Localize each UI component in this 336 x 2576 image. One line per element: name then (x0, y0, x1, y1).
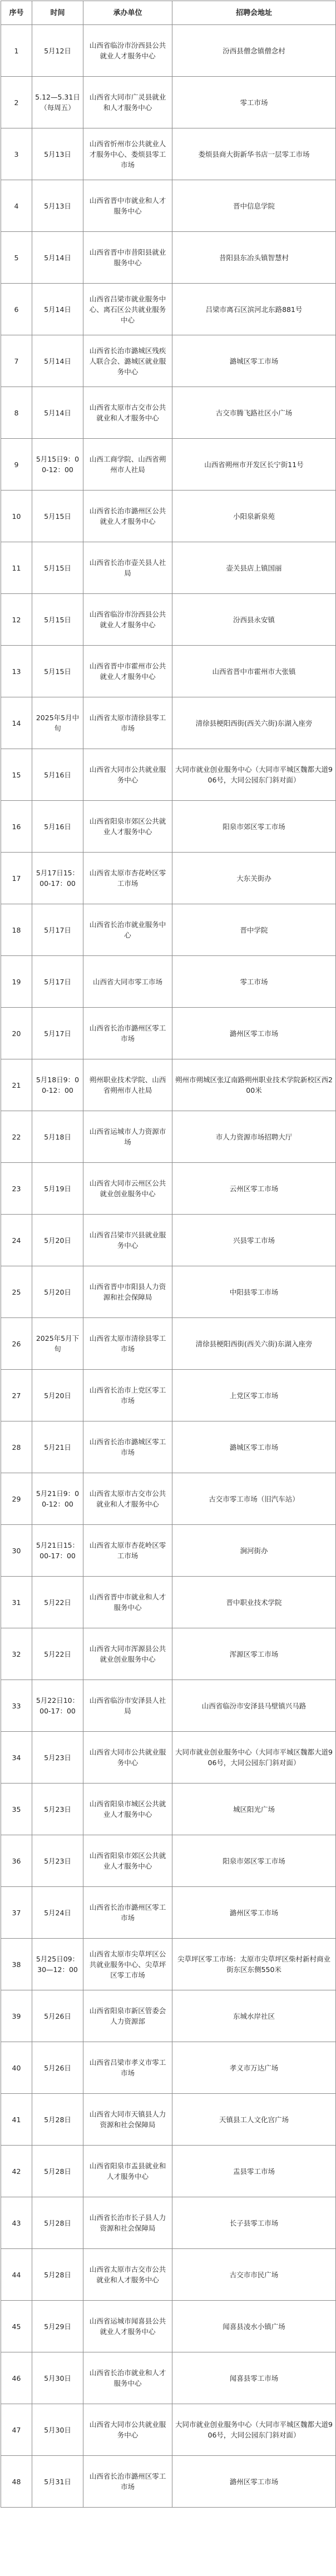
table-row (1, 1163, 336, 1215)
cell-address: 吕梁市离石区滨河北东路881号 (172, 284, 336, 335)
table-row (1, 1628, 336, 1680)
cell-organizer: 山西省吕梁市兴县就业服务中心 (83, 1215, 172, 1266)
cell-organizer: 山西省阳泉市郊区公共就业人才服务中心 (83, 801, 172, 853)
cell-index: 12 (1, 594, 32, 646)
cell-organizer: 山西省长治市潞城区零工市场 (83, 1421, 172, 1473)
cell-organizer: 山西省长治市就业服务中心 (83, 904, 172, 956)
cell-address: 大东关街办 (172, 853, 336, 904)
cell-address: 汾西县僧念镇僧念村 (172, 25, 336, 77)
table-row (1, 284, 336, 335)
cell-address: 晋中职业技术学院 (172, 1577, 336, 1628)
cell-address: 清徐县梗阳西街(西关六街)东湖入座旁 (172, 1318, 336, 1370)
cell-organizer: 山西省大同市公共就业服务中心 (83, 2404, 172, 2456)
cell-index: 26 (1, 1318, 32, 1370)
cell-address: 零工市场 (172, 956, 336, 1008)
cell-time: 5月19日 (32, 1163, 83, 1215)
table-row (1, 232, 336, 284)
cell-index: 31 (1, 1577, 32, 1628)
cell-time: 2025年5月中旬 (32, 697, 83, 749)
cell-organizer: 山西省阳泉市盂县就业和人才服务中心 (83, 2146, 172, 2197)
cell-address: 古交市市民广场 (172, 2249, 336, 2301)
cell-organizer: 山西省长治市上党区零工市场 (83, 1370, 172, 1421)
table-row (1, 646, 336, 697)
cell-index: 29 (1, 1473, 32, 1525)
cell-address: 晋中学院 (172, 904, 336, 956)
cell-organizer: 山西省临汾市安泽县人社局 (83, 1680, 172, 1732)
cell-organizer: 山西省晋中市昔阳县就业服务中心 (83, 232, 172, 284)
cell-time: 5月25日09：30—12：00 (32, 1939, 83, 1990)
header-time: 时间 (32, 1, 83, 25)
cell-index: 32 (1, 1628, 32, 1680)
table-row (1, 853, 336, 904)
cell-index: 24 (1, 1215, 32, 1266)
table-row (1, 1215, 336, 1266)
table-row (1, 1732, 336, 1784)
table-row (1, 1008, 336, 1059)
cell-time: 5月28日 (32, 2094, 83, 2146)
cell-index: 7 (1, 335, 32, 387)
cell-address: 山西省朔州市开发区长宁街11号 (172, 439, 336, 491)
cell-time: 5月14日 (32, 232, 83, 284)
cell-index: 2 (1, 77, 32, 128)
cell-time: 5月21日15：00-17：00 (32, 1525, 83, 1577)
cell-index: 4 (1, 180, 32, 232)
cell-address: 上党区零工市场 (172, 1370, 336, 1421)
cell-organizer: 山西省长治市潞州区零工市场 (83, 2456, 172, 2508)
cell-address: 潞城区零工市场 (172, 335, 336, 387)
cell-time: 5月28日 (32, 2197, 83, 2249)
cell-address: 阳泉市郊区零工市场 (172, 801, 336, 853)
cell-address: 昔阳县东冶头镇智慧村 (172, 232, 336, 284)
cell-time: 5月15日 (32, 542, 83, 594)
cell-index: 13 (1, 646, 32, 697)
table-row (1, 1990, 336, 2042)
cell-time: 5月15日9：00-12：00 (32, 439, 83, 491)
cell-index: 45 (1, 2301, 32, 2352)
cell-time: 5月15日 (32, 491, 83, 542)
cell-time: 5月20日 (32, 1266, 83, 1318)
cell-index: 19 (1, 956, 32, 1008)
cell-index: 18 (1, 904, 32, 956)
cell-organizer: 山西省运城市人力资源市场 (83, 1111, 172, 1163)
table-row (1, 387, 336, 439)
cell-address: 古交市腾飞路社区小广场 (172, 387, 336, 439)
cell-time: 5月20日 (32, 1215, 83, 1266)
cell-time: 5月14日 (32, 284, 83, 335)
table-row (1, 801, 336, 853)
cell-time: 5月17日15：00-17：00 (32, 853, 83, 904)
cell-index: 17 (1, 853, 32, 904)
cell-index: 3 (1, 128, 32, 180)
cell-index: 5 (1, 232, 32, 284)
cell-organizer: 山西省大同市公共就业服务中心 (83, 749, 172, 801)
cell-index: 34 (1, 1732, 32, 1784)
cell-time: 5月31日 (32, 2456, 83, 2508)
table-row (1, 77, 336, 128)
table-row (1, 1887, 336, 1939)
cell-organizer: 山西省太原市尖草坪区公共就业服务中心、尖草坪区零工市场 (83, 1939, 172, 1990)
cell-time: 5月13日 (32, 180, 83, 232)
job-fair-table (1, 1, 336, 2508)
cell-address: 东城水岸社区 (172, 1990, 336, 2042)
table-row (1, 1059, 336, 1111)
cell-organizer: 山西省太原市清徐县零工市场 (83, 697, 172, 749)
cell-address: 古交市零工市场（旧汽车站） (172, 1473, 336, 1525)
cell-index: 43 (1, 2197, 32, 2249)
cell-organizer: 山西省大同市零工市场 (83, 956, 172, 1008)
cell-address: 云州区零工市场 (172, 1163, 336, 1215)
cell-index: 47 (1, 2404, 32, 2456)
cell-organizer: 山西省吕梁市就业服务中心、离石区公共就业服务中心 (83, 284, 172, 335)
cell-time: 5月24日 (32, 1887, 83, 1939)
cell-organizer: 山西省长治市长子县人力资源和社会保障局 (83, 2197, 172, 2249)
cell-address: 闻喜县凌水小镇广场 (172, 2301, 336, 2352)
cell-address: 大同市就业创业服务中心（大同市平城区魏都大道906号，大同公园东门斜对面） (172, 749, 336, 801)
cell-index: 28 (1, 1421, 32, 1473)
cell-time: 5月29日 (32, 2301, 83, 2352)
cell-time: 5月30日 (32, 2404, 83, 2456)
cell-address: 小阳泉新泉苑 (172, 491, 336, 542)
cell-address: 盂县零工市场 (172, 2146, 336, 2197)
cell-organizer: 山西省太原市杏花岭区零工市场 (83, 1525, 172, 1577)
cell-time: 5月23日 (32, 1835, 83, 1887)
cell-time: 5月21日9：00-12：00 (32, 1473, 83, 1525)
cell-index: 23 (1, 1163, 32, 1215)
cell-index: 20 (1, 1008, 32, 1059)
cell-index: 14 (1, 697, 32, 749)
cell-address: 娄烦县商大街新华书店一层零工市场 (172, 128, 336, 180)
cell-index: 44 (1, 2249, 32, 2301)
table-row (1, 542, 336, 594)
cell-index: 40 (1, 2042, 32, 2094)
cell-organizer: 山西省晋中市霍州市公共就业人才服务中心 (83, 646, 172, 697)
cell-time: 5月15日 (32, 594, 83, 646)
cell-index: 10 (1, 491, 32, 542)
cell-organizer: 山西省太原市清徐县零工市场 (83, 1318, 172, 1370)
cell-organizer: 山西省大同市云州区公共就业创业服务中心 (83, 1163, 172, 1215)
table-row (1, 1525, 336, 1577)
cell-address: 市人力资源市场招聘大厅 (172, 1111, 336, 1163)
table-row (1, 2197, 336, 2249)
cell-time: 5月15日 (32, 646, 83, 697)
cell-time: 5月17日 (32, 904, 83, 956)
cell-time: 5月26日 (32, 2042, 83, 2094)
cell-address: 长子县零工市场 (172, 2197, 336, 2249)
table-row (1, 335, 336, 387)
cell-organizer: 山西省太原市古交市公共就业和人才服务中心 (83, 2249, 172, 2301)
cell-time: 5月23日 (32, 1732, 83, 1784)
cell-address: 壶关县店上镇国丽 (172, 542, 336, 594)
table-row (1, 697, 336, 749)
cell-index: 36 (1, 1835, 32, 1887)
cell-time: 5月22日 (32, 1577, 83, 1628)
table-row (1, 2042, 336, 2094)
cell-time: 5月18日 (32, 1111, 83, 1163)
table-row (1, 491, 336, 542)
cell-organizer: 山西省长治市潞州区零工市场 (83, 1887, 172, 1939)
table-row (1, 25, 336, 77)
cell-organizer: 山西省大同市广灵县就业和人才服务中心 (83, 77, 172, 128)
cell-time: 5月17日 (32, 1008, 83, 1059)
cell-organizer: 朔州职业技术学院、山西省朔州市人社局 (83, 1059, 172, 1111)
table-row (1, 128, 336, 180)
table-row (1, 1577, 336, 1628)
cell-index: 38 (1, 1939, 32, 1990)
cell-organizer: 山西省大同市浑源县公共就业创业服务中心 (83, 1628, 172, 1680)
table-row (1, 1680, 336, 1732)
cell-organizer: 山西省晋中市就业和人才服务中心 (83, 180, 172, 232)
table-header-row (1, 1, 336, 25)
cell-index: 15 (1, 749, 32, 801)
table-row (1, 1939, 336, 1990)
table-row (1, 439, 336, 491)
cell-time: 5月30日 (32, 2352, 83, 2404)
cell-time: 5月22日10：00-17：00 (32, 1680, 83, 1732)
cell-address: 潞州区零工市场 (172, 1887, 336, 1939)
cell-address: 涧河街办 (172, 1525, 336, 1577)
table-row (1, 1784, 336, 1835)
cell-time: 5月28日 (32, 2249, 83, 2301)
cell-index: 27 (1, 1370, 32, 1421)
header-index: 序号 (1, 1, 32, 25)
cell-address: 潞州区零工市场 (172, 1008, 336, 1059)
cell-organizer: 山西省太原市古交市公共就业和人才服务中心 (83, 387, 172, 439)
cell-address: 浑源区零工市场 (172, 1628, 336, 1680)
cell-address: 潞城区零工市场 (172, 1421, 336, 1473)
cell-time: 5月26日 (32, 1990, 83, 2042)
cell-organizer: 山西省阳泉市郊区公共就业人才服务中心 (83, 1835, 172, 1887)
table-row (1, 1266, 336, 1318)
cell-index: 25 (1, 1266, 32, 1318)
cell-organizer: 山西省长治市壶关县人社局 (83, 542, 172, 594)
cell-address: 清徐县梗阳西街(西关六街)东湖入座旁 (172, 697, 336, 749)
cell-time: 5月22日 (32, 1628, 83, 1680)
cell-organizer: 山西省大同市天镇县人力资源和社会保障局 (83, 2094, 172, 2146)
cell-organizer: 山西省太原市古交市公共就业和人才服务中心 (83, 1473, 172, 1525)
cell-time: 5月28日 (32, 2146, 83, 2197)
cell-index: 11 (1, 542, 32, 594)
cell-address: 潞州区零工市场 (172, 2456, 336, 2508)
cell-organizer: 山西工商学院、山西省朔州市人社局 (83, 439, 172, 491)
cell-index: 33 (1, 1680, 32, 1732)
table-row (1, 2146, 336, 2197)
cell-organizer: 山西省临汾市汾西县公共就业人才服务中心 (83, 25, 172, 77)
table-row (1, 1835, 336, 1887)
cell-index: 21 (1, 1059, 32, 1111)
cell-time: 5.12—5.31日（每周五） (32, 77, 83, 128)
cell-time: 5月14日 (32, 387, 83, 439)
cell-index: 8 (1, 387, 32, 439)
cell-address: 零工市场 (172, 77, 336, 128)
cell-organizer: 山西省长治市潞城区残疾人联合会、潞城区就业服务中心 (83, 335, 172, 387)
cell-address: 大同市就业创业服务中心（大同市平城区魏都大道906号，大同公园东门斜对面） (172, 2404, 336, 2456)
table-row (1, 1473, 336, 1525)
cell-address: 孝义市万达广场 (172, 2042, 336, 2094)
cell-organizer: 山西省长治市就业和人才服务中心 (83, 2352, 172, 2404)
table-row (1, 2404, 336, 2456)
cell-address: 山西省临汾市安泽县马壁镇兴马路 (172, 1680, 336, 1732)
cell-organizer: 山西省长治市潞州区公共就业人才服务中心 (83, 491, 172, 542)
cell-time: 5月12日 (32, 25, 83, 77)
cell-address: 中阳县零工市场 (172, 1266, 336, 1318)
cell-address: 山西省晋中市霍州市大张镇 (172, 646, 336, 697)
table-row (1, 2249, 336, 2301)
table-row (1, 2352, 336, 2404)
cell-address: 闻喜县零工市场 (172, 2352, 336, 2404)
cell-time: 2025年5月下旬 (32, 1318, 83, 1370)
cell-address: 阳泉市郊区零工市场 (172, 1835, 336, 1887)
cell-index: 22 (1, 1111, 32, 1163)
cell-time: 5月17日 (32, 956, 83, 1008)
cell-address: 兴县零工市场 (172, 1215, 336, 1266)
cell-index: 37 (1, 1887, 32, 1939)
header-organizer: 承办单位 (83, 1, 172, 25)
table-row (1, 1370, 336, 1421)
cell-organizer: 山西省临汾市汾西县公共就业人才服务中心 (83, 594, 172, 646)
cell-index: 41 (1, 2094, 32, 2146)
cell-organizer: 山西省晋中市阳县人力资源和社会保障局 (83, 1266, 172, 1318)
cell-address: 晋中信息学院 (172, 180, 336, 232)
cell-time: 5月13日 (32, 128, 83, 180)
table-row (1, 1318, 336, 1370)
cell-organizer: 山西省吕梁市孝义市零工市场 (83, 2042, 172, 2094)
cell-index: 6 (1, 284, 32, 335)
cell-index: 46 (1, 2352, 32, 2404)
cell-index: 1 (1, 25, 32, 77)
cell-index: 39 (1, 1990, 32, 2042)
cell-time: 5月21日 (32, 1421, 83, 1473)
cell-time: 5月18日9：00-12：00 (32, 1059, 83, 1111)
cell-organizer: 山西省阳泉市城区公共就业人才服务中心 (83, 1784, 172, 1835)
table-row (1, 2456, 336, 2508)
cell-address: 大同市就业创业服务中心（大同市平城区魏都大道906号，大同公园东门斜对面） (172, 1732, 336, 1784)
table-row (1, 594, 336, 646)
cell-time: 5月20日 (32, 1370, 83, 1421)
header-address: 招聘会地址 (172, 1, 336, 25)
cell-index: 30 (1, 1525, 32, 1577)
cell-organizer: 山西省大同市公共就业服务中心 (83, 1732, 172, 1784)
cell-organizer: 山西省忻州市公共就业人才服务中心、娄烦县零工市场 (83, 128, 172, 180)
cell-address: 城区阳光广场 (172, 1784, 336, 1835)
cell-address: 朔州市朔城区张辽南路朔州职业技术学院新校区西200米 (172, 1059, 336, 1111)
cell-organizer: 山西省阳泉市新区管委会人力资源部 (83, 1990, 172, 2042)
table-row (1, 2094, 336, 2146)
cell-index: 42 (1, 2146, 32, 2197)
table-row (1, 956, 336, 1008)
table-row (1, 749, 336, 801)
cell-organizer: 山西省晋中市就业和人才服务中心 (83, 1577, 172, 1628)
cell-organizer: 山西省长治市潞州区零工市场 (83, 1008, 172, 1059)
cell-organizer: 山西省太原市杏花岭区零工市场 (83, 853, 172, 904)
cell-address: 天镇县工人文化宫广场 (172, 2094, 336, 2146)
cell-organizer: 山西省运城市闻喜县公共就业人才服务中心 (83, 2301, 172, 2352)
cell-index: 9 (1, 439, 32, 491)
table-row (1, 904, 336, 956)
cell-index: 16 (1, 801, 32, 853)
cell-index: 35 (1, 1784, 32, 1835)
cell-address: 尖草坪区零工市场：太原市尖草坪区柴村新村商业街东区东侧550米 (172, 1939, 336, 1990)
table-row (1, 2301, 336, 2352)
cell-address: 汾西县永安镇 (172, 594, 336, 646)
cell-time: 5月14日 (32, 335, 83, 387)
cell-time: 5月16日 (32, 749, 83, 801)
table-row (1, 1421, 336, 1473)
cell-time: 5月16日 (32, 801, 83, 853)
cell-index: 48 (1, 2456, 32, 2508)
table-row (1, 180, 336, 232)
table-row (1, 1111, 336, 1163)
table-body (1, 25, 336, 2508)
cell-time: 5月23日 (32, 1784, 83, 1835)
